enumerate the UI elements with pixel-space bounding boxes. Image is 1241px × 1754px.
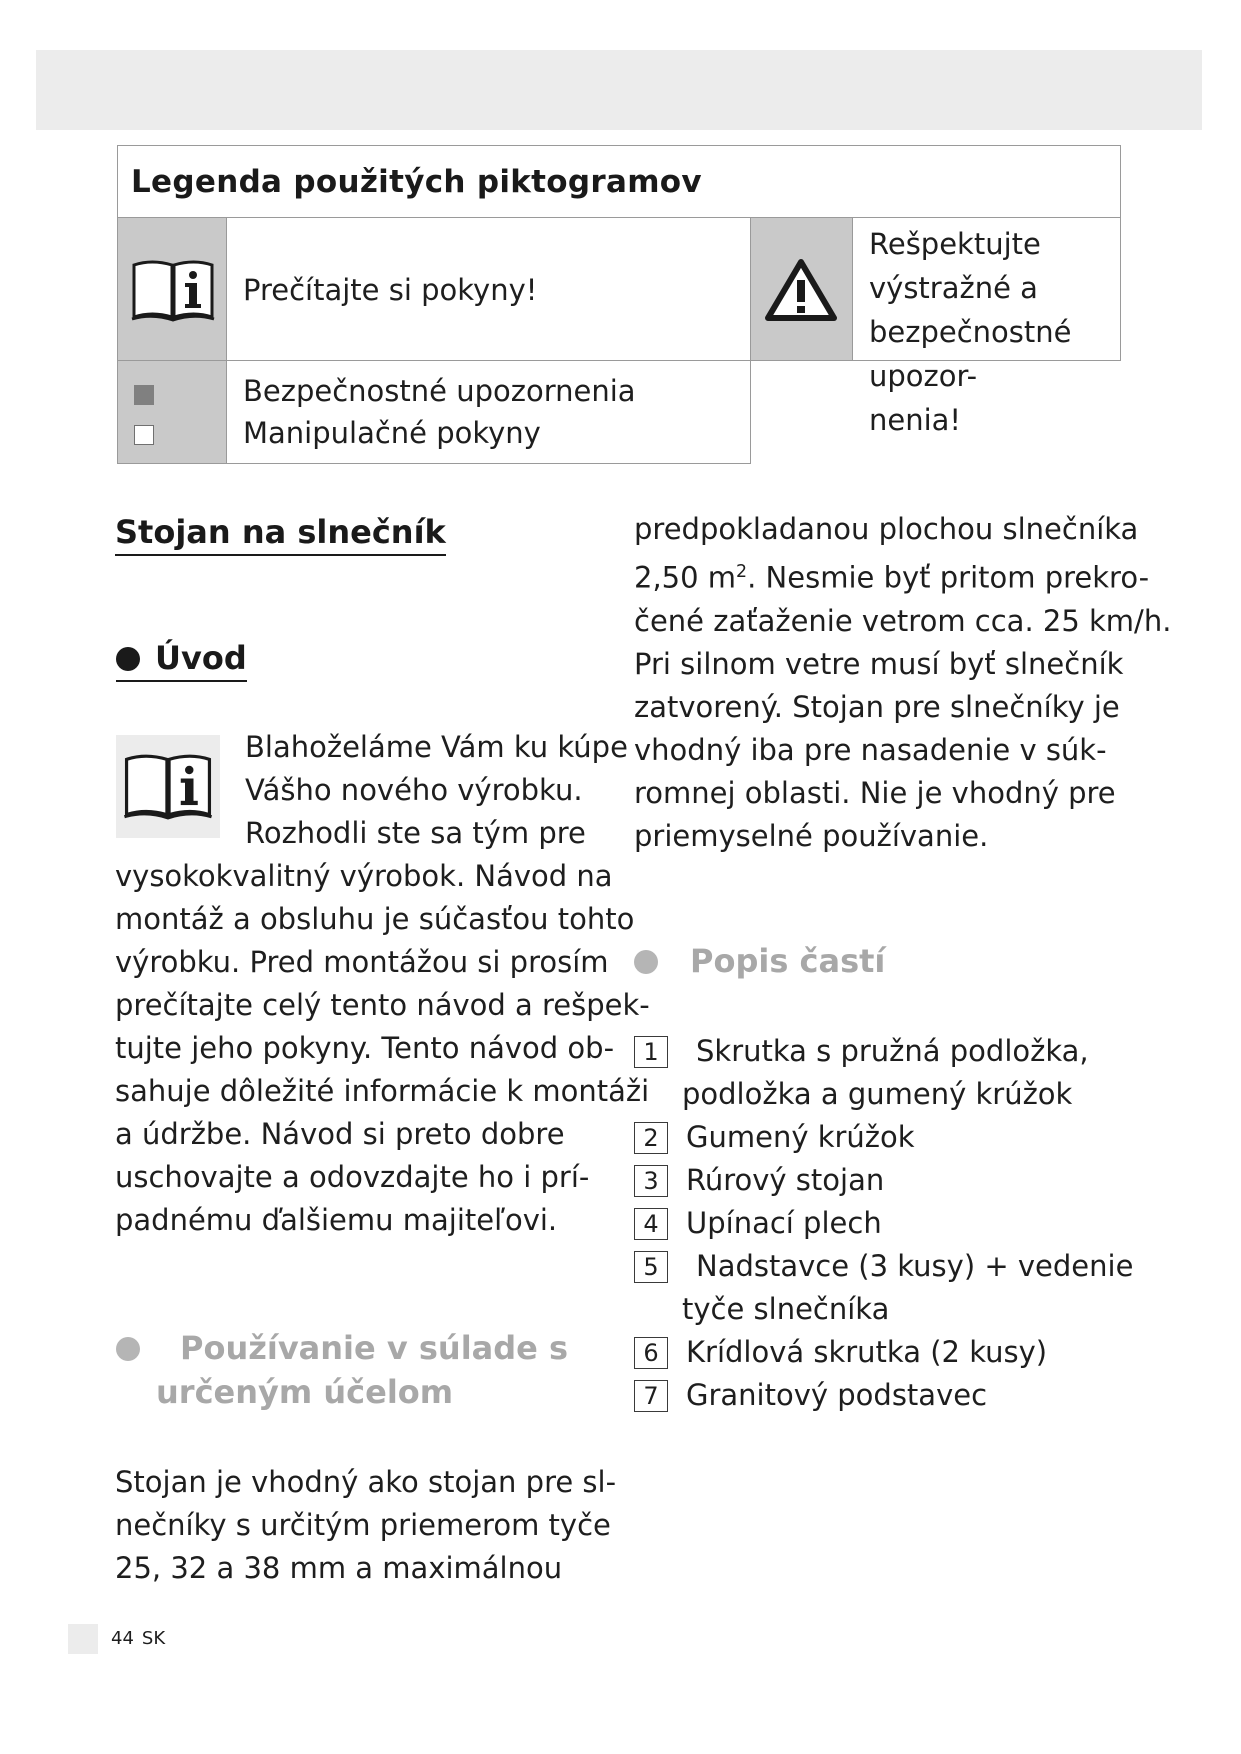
part-number: 6 bbox=[634, 1337, 668, 1369]
text-line: tujte jeho pokyny. Tento návod ob- bbox=[115, 1031, 615, 1065]
warning-triangle-icon bbox=[765, 258, 837, 322]
text-line: výrobku. Pred montážou si prosím bbox=[115, 945, 609, 979]
intro-heading: Úvod bbox=[155, 636, 247, 682]
part-label-cont: tyče slnečníka bbox=[682, 1292, 890, 1326]
footer-box bbox=[68, 1624, 98, 1654]
text-line: čené zaťaženie vetrom cca. 25 km/h. bbox=[634, 603, 1172, 638]
legend-title: Legenda použitých piktogramov bbox=[117, 145, 1121, 218]
intended-use-text-continued bbox=[634, 508, 1171, 858]
book-info-icon bbox=[122, 753, 214, 821]
warning-text bbox=[869, 222, 1120, 442]
read-instructions-icon-cell bbox=[117, 217, 227, 361]
read-instructions-cell bbox=[226, 217, 751, 361]
book-info-icon bbox=[130, 259, 216, 323]
text-line: Pri silnom vetre musí byť slnečník bbox=[634, 646, 1124, 681]
text-line: montáž a obsluhu je súčasťou tohto bbox=[115, 902, 635, 936]
text-line: prečítajte celý tento návod a rešpek- bbox=[115, 988, 650, 1022]
part-label: Gumený krúžok bbox=[686, 1120, 915, 1154]
part-label-cont: podložka a gumený krúžok bbox=[682, 1077, 1073, 1111]
intended-use-heading-line1: Používanie v súlade s bbox=[180, 1329, 569, 1367]
text-fragment: . Nesmie byť pritom prekro- bbox=[747, 560, 1150, 595]
text-line: uschovajte a odovzdajte ho i prí- bbox=[115, 1160, 590, 1194]
top-bar bbox=[36, 50, 1202, 130]
part-label: Granitový podstavec bbox=[686, 1378, 988, 1412]
text-line: padnému ďalšiemu majiteľovi. bbox=[115, 1203, 558, 1237]
text-line: Blahoželáme Vám ku kúpe bbox=[245, 730, 628, 764]
part-label: Skrutka s pružná podložka, bbox=[696, 1034, 1089, 1068]
text-line: priemyselné používanie. bbox=[634, 818, 989, 853]
part-number: 1 bbox=[634, 1036, 668, 1068]
handling-notes-text: Manipulačné pokyny bbox=[243, 416, 541, 450]
part-label: Rúrový stojan bbox=[686, 1163, 885, 1197]
empty-square-icon bbox=[134, 425, 154, 445]
part-number: 3 bbox=[634, 1165, 668, 1197]
language-code: SK bbox=[141, 1628, 166, 1649]
part-label: Krídlová skrutka (2 kusy) bbox=[686, 1335, 1048, 1369]
notes-text bbox=[243, 370, 636, 454]
text-line bbox=[634, 551, 1171, 600]
text-line: Vášho nového výrobku. bbox=[245, 773, 583, 807]
warning-line: Rešpektujte výstražné a bbox=[869, 227, 1041, 305]
bullet-icon bbox=[116, 647, 140, 671]
area-value: 2,50 m bbox=[634, 560, 737, 595]
bullet-icon bbox=[116, 1337, 140, 1361]
intro-text bbox=[115, 855, 650, 1242]
part-label: Upínací plech bbox=[686, 1206, 882, 1240]
text-line: Rozhodli ste sa tým pre bbox=[245, 816, 586, 850]
parts-heading: Popis častí bbox=[690, 942, 886, 980]
part-number: 7 bbox=[634, 1380, 668, 1412]
text-line: nečníky s určitým priemerom tyče bbox=[115, 1508, 611, 1542]
text-line: vysokokvalitný výrobok. Návod na bbox=[115, 859, 613, 893]
page-footer bbox=[111, 1627, 165, 1651]
page-number: 44 bbox=[111, 1628, 134, 1649]
warning-line: bezpečnostné upozor- bbox=[869, 315, 1072, 393]
notes-cell bbox=[226, 360, 751, 464]
product-title: Stojan na slnečník bbox=[115, 510, 446, 556]
intended-use-heading-line2: určeným účelom bbox=[156, 1373, 454, 1411]
part-label: Nadstavce (3 kusy) + vedenie bbox=[696, 1249, 1134, 1283]
text-line: romnej oblasti. Nie je vhodný pre bbox=[634, 775, 1116, 810]
warning-line: nenia! bbox=[869, 403, 962, 437]
parts-list bbox=[634, 1030, 1154, 1417]
heading-underline bbox=[116, 680, 246, 682]
list-item bbox=[634, 1030, 1154, 1116]
squares-icon-cell bbox=[117, 360, 227, 464]
part-number: 5 bbox=[634, 1251, 668, 1283]
info-icon-box bbox=[116, 735, 220, 838]
text-line: sahuje dôležité informácie k montáži bbox=[115, 1074, 650, 1108]
list-item bbox=[634, 1331, 1154, 1374]
text-line: predpokladanou plochou slnečníka bbox=[634, 512, 1139, 546]
list-item bbox=[634, 1245, 1154, 1331]
text-line: Stojan je vhodný ako stojan pre sl- bbox=[115, 1465, 617, 1499]
text-line: 25, 32 a 38 mm a maximálnou bbox=[115, 1551, 563, 1585]
warning-icon-cell bbox=[750, 217, 853, 361]
part-number: 2 bbox=[634, 1122, 668, 1154]
warning-cell bbox=[852, 217, 1121, 437]
list-item bbox=[634, 1202, 1154, 1245]
list-item bbox=[634, 1374, 1154, 1417]
part-number: 4 bbox=[634, 1208, 668, 1240]
area-exponent: 2 bbox=[736, 562, 748, 582]
filled-square-icon bbox=[134, 385, 154, 405]
intended-use-text bbox=[115, 1461, 616, 1590]
text-line: zatvorený. Stojan pre slnečníky je bbox=[634, 689, 1120, 724]
bullet-icon bbox=[634, 950, 658, 974]
safety-notes-text: Bezpečnostné upozornenia bbox=[243, 374, 636, 408]
read-instructions-text: Prečítajte si pokyny! bbox=[243, 273, 538, 307]
list-item bbox=[634, 1159, 1154, 1202]
list-item bbox=[634, 1116, 1154, 1159]
text-line: a údržbe. Návod si preto dobre bbox=[115, 1117, 565, 1151]
intro-text-indented bbox=[245, 726, 628, 855]
text-line: vhodný iba pre nasadenie v súk- bbox=[634, 732, 1107, 767]
